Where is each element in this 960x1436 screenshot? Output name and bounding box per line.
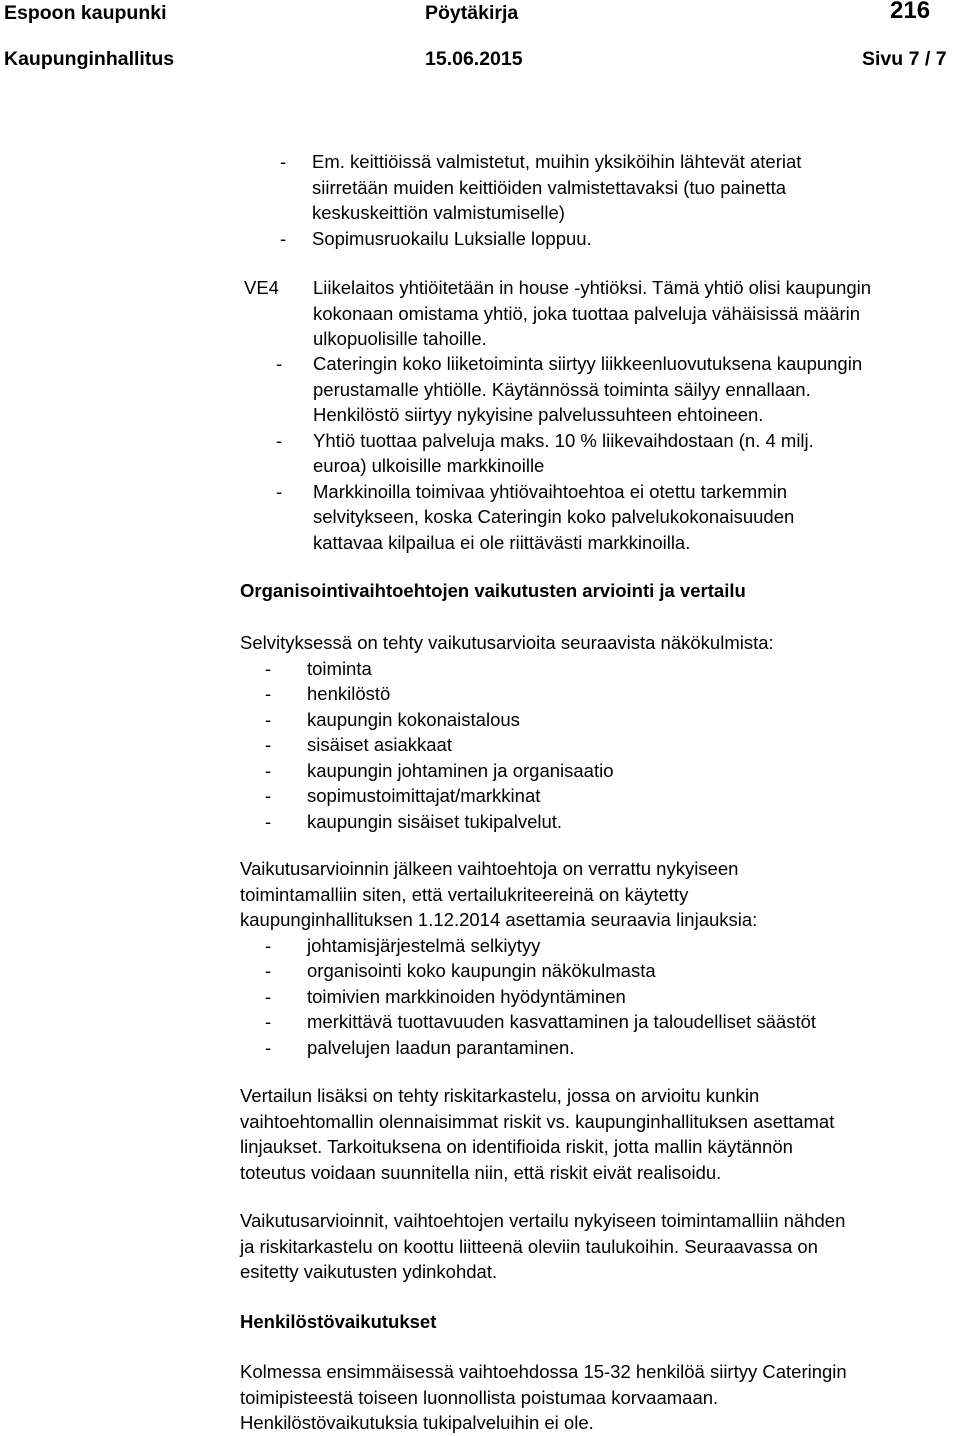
document-header-row-2 (0, 46, 960, 72)
list-item: - henkilöstö (265, 683, 391, 704)
option-ve4: Liikelaitos yhtiöitetään in house -yhtiöksi. Tämä yhtiö olisi kaupungin kokonaan omistama yhtiö, joka tuottaa palveluja vähäisissä määrin ulkopuolisille tahoille. (313, 275, 960, 352)
criteria-list (240, 933, 960, 1061)
list-item: - sisäiset asiakkaat (265, 734, 452, 755)
list-item: - Em. keittiöissä valmistetut, muihin yksiköihin lähtevät ateriat siirretään muiden keittiöiden valmistettavaksi (tuo painetta keskuskeittiön valmistumiselle) (280, 151, 802, 223)
list-item: - Yhtiö tuottaa palveluja maks. 10 % liikevaihdostaan (n. 4 milj. euroa) ulkoisille markkinoille (276, 429, 814, 476)
list-item: - Cateringin koko liiketoiminta siirtyy liikkeenluovutuksena kaupungin perustamalle yhtiölle. Käytännössä toiminta säilyy ennallaan. Henkilöstö siirtyy nykyisine palvelussuhteen ehtoineen. (276, 353, 863, 425)
subsection-title: Henkilöstövaikutukset (240, 1311, 437, 1332)
summary-paragraph: Vaikutusarvioinnit, vaihtoehtojen vertailu nykyiseen toimintamalliin nähden ja riskitarkastelu on koottu liitteenä oleviin taulukoihin. Seuraavassa on esitetty vaikutusten ydinkohdat. (240, 1210, 846, 1282)
list-item: - merkittävä tuottavuuden kasvattaminen ja taloudelliset säästöt (265, 1011, 817, 1032)
hr-paragraph: Kolmessa ensimmäisessä vaihtoehdossa 15-32 henkilöä siirtyy Cateringin toimipisteestä toiseen luonnollista poistumaa korvaamaan. Henkilöstövaikutuksia tukipalveluihin ei ole. (240, 1361, 847, 1433)
comparison-paragraph: Vaikutusarvioinnin jälkeen vaihtoehtoja on verrattu nykyiseen toimintamalliin siten, että vertailukriteereinä on käytetty kaupunginhallituksen 1.12.2014 asettamia seuraavia linjauksia: - johtamisjärjestelmä selkiytyy - organisointi koko kaupungin näkökulmasta - toimivien markkinoiden hyödyntäminen - merkittävä tuottavuuden kasvattaminen ja taloudelliset säästöt - palvelujen laadun parantaminen. (240, 856, 960, 1060)
governing-body: Kaupunginhallitus (4, 48, 175, 70)
list-item: - Markkinoilla toimivaa yhtiövaihtoehtoa ei otettu tarkemmin selvitykseen, koska Cateringin koko palvelukokonaisuuden kattavaa kilpailua ei ole riittävästi markkinoilla. (276, 480, 795, 553)
list-item: - Sopimusruokailu Luksialle loppuu. (280, 227, 592, 249)
organization-name: Espoon kaupunki (4, 2, 167, 24)
list-item: - toimivien markkinoiden hyödyntäminen (265, 985, 626, 1007)
document-type: Pöytäkirja (425, 2, 519, 24)
list-item: - kaupungin johtaminen ja organisaatio (265, 759, 614, 781)
list-item: - sopimustoimittajat/markkinat (265, 785, 541, 806)
option-label: VE4 (244, 277, 279, 298)
list-item: - johtamisjärjestelmä selkiytyy (265, 934, 541, 956)
list-item: - kaupungin sisäiset tukipalvelut. (265, 810, 563, 832)
list-item: - kaupungin kokonaistalous (265, 708, 520, 730)
option-text: Liikelaitos yhtiöitetään in house -yhtiöksi. Tämä yhtiö olisi kaupungin (313, 277, 872, 298)
list-item: - palvelujen laadun parantaminen. (265, 1036, 575, 1058)
page-number: 216 (890, 0, 931, 24)
assessment-list (240, 656, 960, 835)
document-header-row-1 (0, 0, 960, 26)
meeting-date: 15.06.2015 (425, 48, 523, 70)
risk-paragraph: Vertailun lisäksi on tehty riskitarkastelu, jossa on arvioitu kunkin vaihtoehtomallin olennaisimmat riskit vs. kaupunginhallituksen asettamat linjaukset. Tarkoituksena on identifioida riskit, jotta mallin käytännön toteutus voidaan suunnitella niin, että riskit eivät realisoidu. (240, 1085, 835, 1183)
list-item: - organisointi koko kaupungin näkökulmasta (265, 960, 656, 981)
page-count: Sivu 7 / 7 (862, 48, 947, 70)
intro-list (280, 149, 960, 251)
option-ve4-list (276, 351, 960, 555)
section-title: Organisointivaihtoehtojen vaikutusten arviointi ja vertailu (240, 580, 746, 601)
assessment-paragraph: Selvityksessä on tehty vaikutusarvioita seuraavista näkökulmista: - toiminta - henkilöstö - kaupungin kokonaistalous - sisäiset asiakkaat - kaupungin johtaminen ja organisaatio - sopimustoimittajat/markkinat - kaupungin sisäiset tukipalvelut. (240, 630, 960, 834)
list-item: - toiminta (265, 657, 372, 679)
